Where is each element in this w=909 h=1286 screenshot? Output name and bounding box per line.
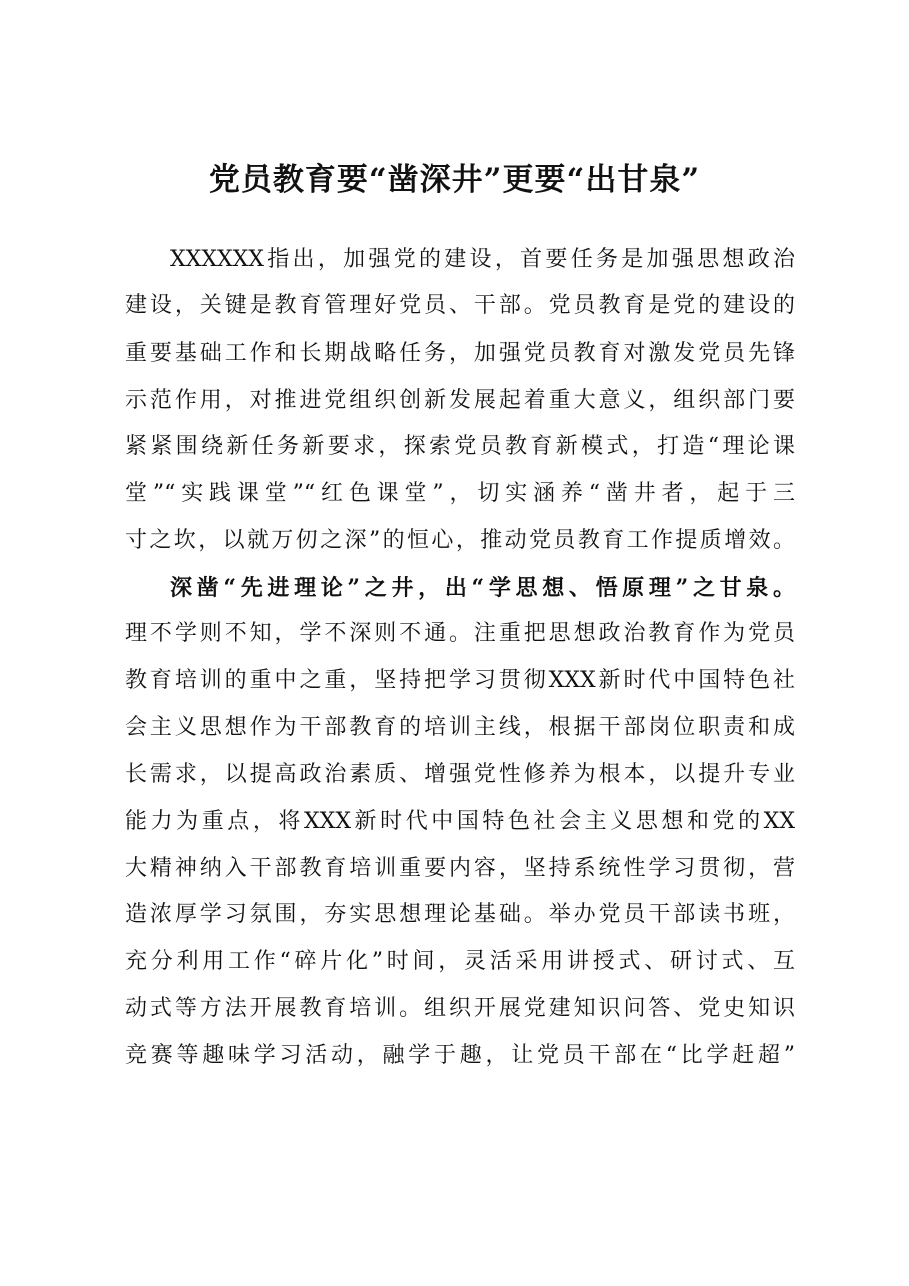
paragraph-1-line-2: 建设，关键是教育管理好党员、干部。党员教育是党的建设的 bbox=[125, 293, 795, 318]
paragraph-2-line-1: 理不学则不知，学不深则不通。注重把思想政治教育作为党员 bbox=[125, 621, 795, 646]
document-title: 党员教育要“凿深井”更要“出甘泉” bbox=[208, 162, 701, 198]
paragraph-2-line-7: 造浓厚学习氛围，夯实思想理论基础。举办党员干部读书班， bbox=[125, 902, 795, 927]
paragraph-2-line-2: 教育培训的重中之重，坚持把学习贯彻XXX新时代中国特色社 bbox=[125, 668, 795, 693]
paragraph-1-line-7: 寸之坎，以就万仞之深”的恒心，推动党员教育工作提质增效。 bbox=[125, 528, 795, 553]
paragraph-2-line-5: 能力为重点，将XXX新时代中国特色社会主义思想和党的XX bbox=[125, 809, 795, 834]
paragraph-2-line-6: 大精神纳入干部教育培训重要内容，坚持系统性学习贯彻，营 bbox=[125, 856, 795, 881]
paragraph-1-line-3: 重要基础工作和长期战略任务，加强党员教育对激发党员先锋 bbox=[125, 341, 795, 366]
paragraph-2-line-4: 长需求，以提高政治素质、增强党性修养为根本，以提升专业 bbox=[125, 762, 795, 787]
paragraph-2-heading: 深凿“先进理论”之井，出“学思想、悟原理”之甘泉。 bbox=[170, 575, 795, 601]
paragraph-2-line-9: 动式等方法开展教育培训。组织开展党建知识问答、党史知识 bbox=[125, 996, 795, 1021]
paragraph-1-line-1: XXXXXX指出，加强党的建设，首要任务是加强思想政治 bbox=[170, 247, 795, 272]
paragraph-2-line-8: 充分利用工作“碎片化”时间，灵活采用讲授式、研讨式、互 bbox=[125, 949, 795, 974]
paragraph-2-line-3: 会主义思想作为干部教育的培训主线，根据干部岗位职责和成 bbox=[125, 715, 795, 740]
paragraph-1-line-4: 示范作用，对推进党组织创新发展起着重大意义，组织部门要 bbox=[125, 388, 795, 413]
paragraph-1-line-5: 紧紧围绕新任务新要求，探索党员教育新模式，打造“理论课 bbox=[125, 434, 795, 459]
paragraph-1-line-6: 堂”“实践课堂”“红色课堂”，切实涵养“凿井者，起于三 bbox=[125, 481, 795, 506]
paragraph-2-line-10: 竞赛等趣味学习活动，融学于趣，让党员干部在“比学赶超” bbox=[125, 1043, 795, 1068]
